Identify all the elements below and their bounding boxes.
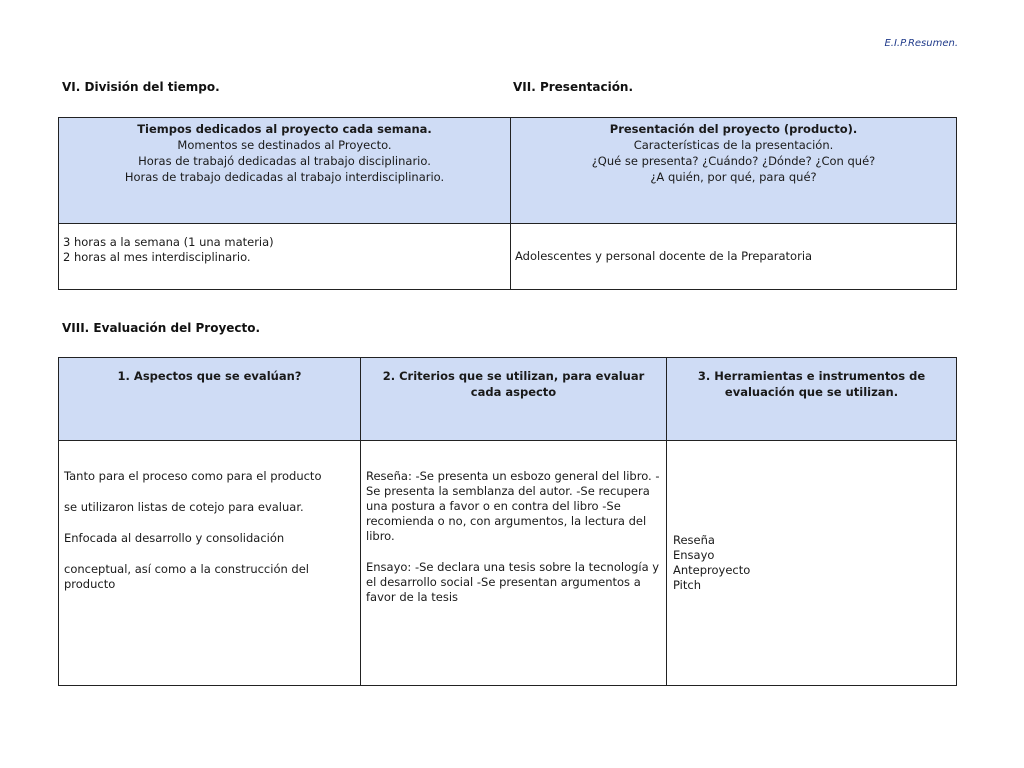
tool-item: Anteproyecto (673, 563, 751, 577)
aspect-paragraph: conceptual, así como a la construcción del producto (64, 562, 309, 591)
presentation-audience-text: Adolescentes y personal docente de la Preparatoria (515, 249, 813, 263)
presentation-header-line: ¿A quién, por qué, para qué? (650, 170, 817, 184)
time-header-line: Horas de trabajó dedicadas al trabajo disciplinario. (138, 154, 431, 168)
criteria-column-header: 2. Criterios que se utilizan, para evaluar cada aspecto (361, 358, 667, 441)
time-header-line: Tiempos dedicados al proyecto cada semana. (137, 122, 432, 136)
aspect-paragraph: Enfocada al desarrollo y consolidación (64, 531, 285, 545)
presentation-header-line: Características de la presentación. (633, 138, 834, 152)
time-body-line: 2 horas al mes interdisciplinario. (63, 250, 251, 264)
tools-column-header: 3. Herramientas e instrumentos de evaluación que se utilizan. (667, 358, 957, 441)
time-body-cell (59, 224, 511, 290)
evaluation-table (58, 357, 957, 686)
time-header-line: Horas de trabajo dedicadas al trabajo interdisciplinario. (124, 170, 445, 184)
section-title-evaluacion: VIII. Evaluación del Proyecto. (62, 321, 261, 335)
presentation-body-cell (511, 224, 957, 290)
tool-item: Reseña (673, 533, 715, 547)
document-header-tag: E.I.P.Resumen. (884, 38, 958, 49)
aspects-column-header: 1. Aspectos que se evalúan? (59, 358, 361, 441)
aspect-paragraph: Tanto para el proceso como para el producto (64, 469, 322, 483)
presentation-header-line: Presentación del proyecto (producto). (609, 122, 858, 136)
presentation-header-cell (511, 118, 957, 224)
criteria-cell (361, 441, 667, 686)
time-body-line: 3 horas a la semana (1 una materia) (63, 235, 274, 249)
section-title-division-tiempo: VI. División del tiempo. (62, 80, 220, 94)
section-title-presentacion: VII. Presentación. (513, 80, 634, 94)
time-presentation-table (58, 117, 957, 290)
tool-item: Ensayo (673, 548, 715, 562)
time-header-cell (59, 118, 511, 224)
tool-item: Pitch (673, 578, 701, 592)
time-header-line: Momentos se destinados al Proyecto. (177, 138, 392, 152)
criteria-resena-paragraph: Reseña: -Se presenta un esbozo general del libro. -Se presenta la semblanza del autor. -Se recupera una postura a favor o en contra del libro -Se recomienda o no, con argumentos, la lectura del libro. (366, 469, 660, 543)
aspect-paragraph: se utilizaron listas de cotejo para evaluar. (64, 500, 304, 514)
tools-cell (667, 441, 957, 686)
criteria-ensayo-paragraph: Ensayo: -Se declara una tesis sobre la tecnología y el desarrollo social -Se presentan argumentos a favor de la tesis (366, 560, 660, 604)
aspects-cell (59, 441, 361, 686)
presentation-header-line: ¿Qué se presenta? ¿Cuándo? ¿Dónde? ¿Con qué? (591, 154, 876, 168)
